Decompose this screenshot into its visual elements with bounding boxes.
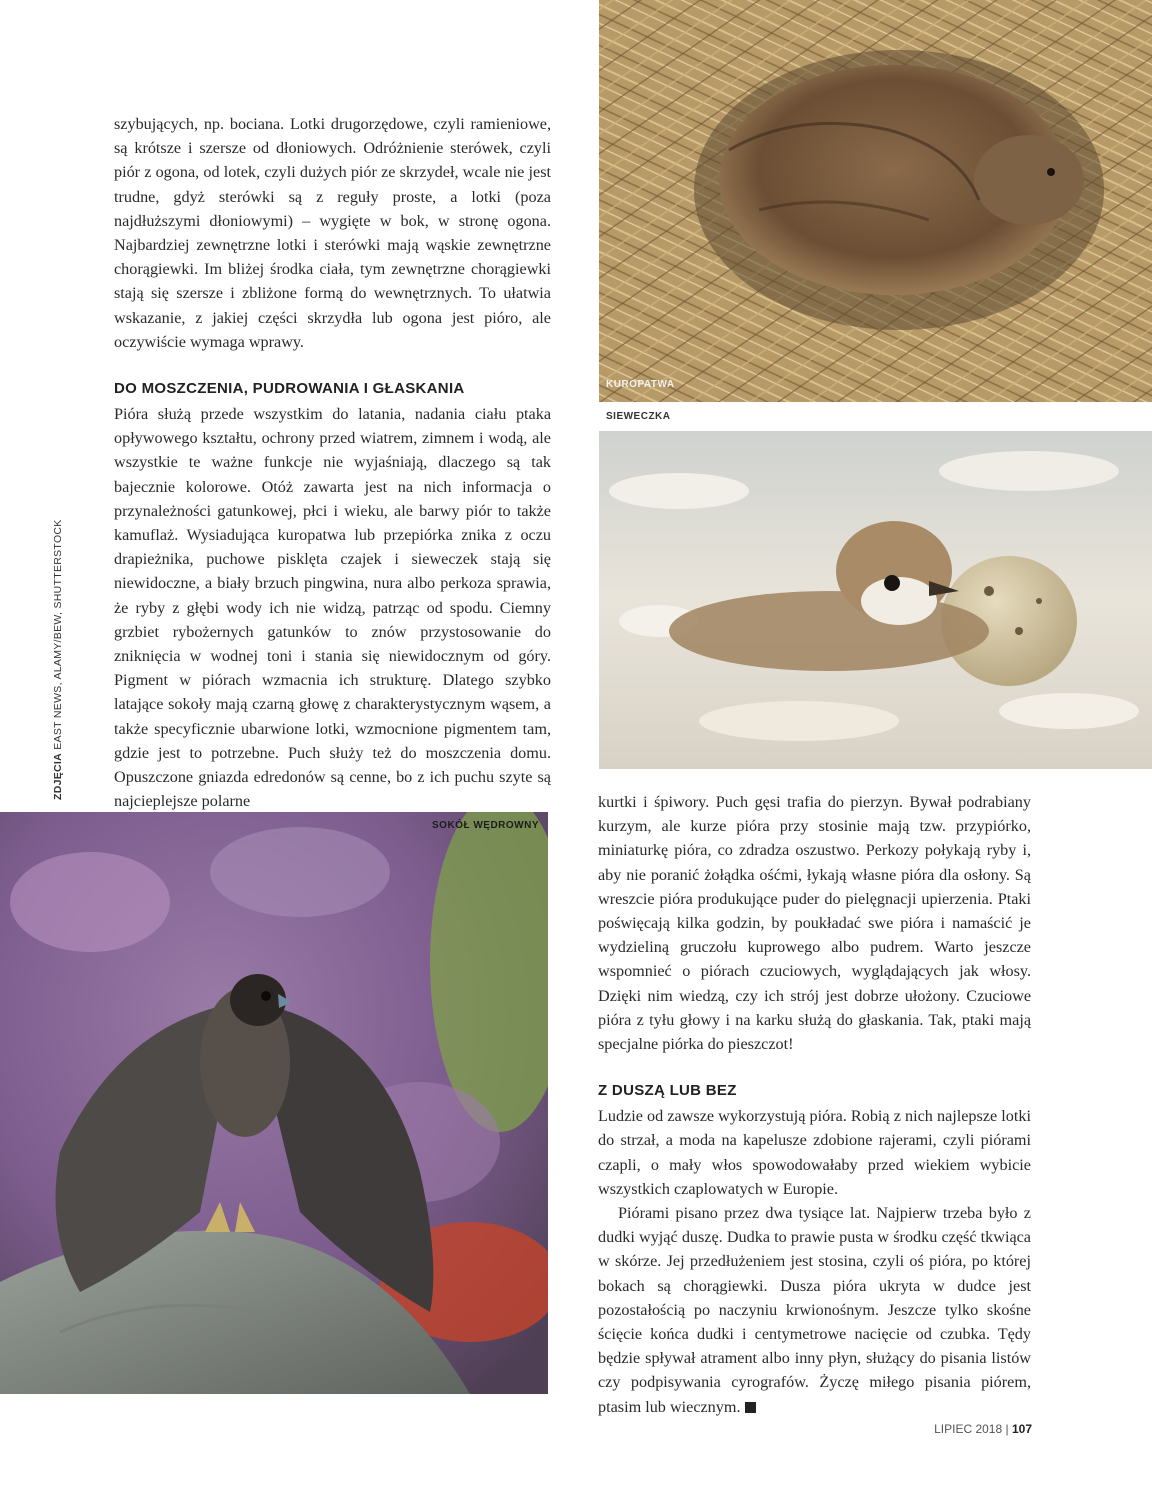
issue-date: LIPIEC 2018 — [934, 1422, 1003, 1436]
folio-separator: | — [1005, 1422, 1009, 1436]
falcon-image — [0, 812, 548, 1394]
caption-plover: SIEWECZKA — [606, 411, 671, 422]
photo-credit-sources: EAST NEWS, ALAMY/BEW, SHUTTERSTOCK — [52, 519, 64, 750]
paragraph: Pióra służą przede wszystkim do latania, nadania ciału ptaka opływowego kształtu, ochrony przed wiatrem, zimnem i wodą, ale wszystkie te ważne funkcje nie wyjaśniają, dlaczego są tak bajecznie kolorowe. Otóż zawarta jest na nich informacja o przynależności gatunkowej, płci i wieku, ale barwy piór to także kamuflaż. Wysiadująca kuropatwa lub przepiórka znika z oczu drapieżnika, puchowe pisklęta czajek i sieweczek stają się niewidoczne, a biały brzuch pingwina, nura albo perkoza sprawia, że ryby z głębi wody ich nie widzą, patrząc od spodu. Ciemny grzbiet rybożernych gatunków to znów przystosowanie do zniknięcia w wodnej toni i stania się niewidocznym od góry. Pigment w piórach wzmacnia ich strukturę. Dlatego szybko latające sokoły mają czarną głowę z charakterystycznym wąsem, a także specyficznie ubarwione lotki, wzmocnione pigmentem tam, gdzie jest to potrzebne. Puch służy też do moszczenia domu. Opuszczone gniazda edredonów są cenne, bo z ich puchu szyte są najcieplejsze polarne — [114, 405, 551, 811]
page-number: 107 — [1011, 1422, 1032, 1436]
caption-partridge: KUROPATWA — [606, 379, 675, 390]
article-column-right — [598, 790, 1031, 1419]
photo-falcon — [0, 812, 548, 1394]
paragraph — [598, 1201, 1031, 1419]
paragraph: szybujących, np. bociana. Lotki drugorzędowe, czyli ramieniowe, są krótsze i szersze od dłoniowych. Odróżnienie sterówek, czyli piór z ogona, od lotek, czyli dużych piór ze skrzydeł, wcale nie jest trudne, gdyż sterówki są z reguły proste, a lotki (poza najdłuższymi dłoniowymi) – wygięte w bok, w stronę ogona. Najbardziej zewnętrzne lotki i sterówki mają wąskie zewnętrzne chorągiewki. Im bliżej środka ciała, tym zewnętrzne chorągiewki stają się szersze i zbliżone formą do wewnętrznych. To ułatwia wskazanie, z jakiej części skrzydła lub ogona jest pióro, ale oczywiście wymaga wprawy. — [114, 115, 551, 351]
plover-image — [599, 431, 1152, 769]
photo-partridge — [599, 0, 1152, 402]
end-mark-icon — [745, 1402, 756, 1413]
paragraph: Ludzie od zawsze wykorzystują pióra. Robią z nich najlepsze lotki do strzał, a moda na kapelusze zdobione rajerami, czyli piórami czapli, o mały włos spowodowałaby przed wiekiem wybicie wszystkich czaplowatych w Europie. — [598, 1107, 1031, 1198]
partridge-image — [599, 0, 1152, 402]
paragraph: kurtki i śpiwory. Puch gęsi trafia do pierzyn. Bywał podrabiany kurzym, ale kurze pióra przy stosinie mają tzw. przypiórko, miniaturkę pióra, co zdradza oszustwo. Perkozy połykają ryby i, aby nie poranić żołądka ośćmi, łykają własne pióra dla osłony. Są wreszcie pióra produkujące puder do pielęgnacji upierzenia. Ptaki poświęcają kilka godzin, by poukładać swe pióra i namaścić je wydzieliną gruczołu kuprowego albo pudrem. Warto jeszcze wspomnieć o piórach czuciowych, wyglądających jak włosy. Dzięki nim wiedzą, czy ich strój jest dobrze ułożony. Czuciowe pióra z tyłu głowy i na karku służą do głaskania. Tak, ptaki mają specjalne piórka do pieszczot! — [598, 793, 1031, 1054]
caption-falcon: SOKÓŁ WĘDROWNY — [432, 820, 539, 831]
photo-credit — [52, 500, 66, 800]
photo-plover — [599, 431, 1152, 769]
page-folio — [934, 1422, 1032, 1436]
article-column-left — [114, 112, 551, 813]
paragraph-text: Piórami pisano przez dwa tysiące lat. Najpierw trzeba było z dudki wyjąć duszę. Dudka to prawie pusta w środku część tkwiąca w skórze. Jej przedłużeniem jest stosina, czyli oś pióra, po której bokach są chorągiewki. Dusza pióra ukryta w dudce jest pozostałością po naczyniu krwionośnym. Jeszcze tylko skośne ścięcie końca dudki i centymetrowe nacięcie od czubka. Tędy będzie spływał atrament albo inny płyn, służący do pisania listów czy podpisywania cyrografów. Życzę miłego pisania piórem, ptasim lub wiecznym. — [598, 1204, 1031, 1416]
section-heading: DO MOSZCZENIA, PUDROWANIA I GŁASKANIA — [114, 380, 465, 398]
section-heading: Z DUSZĄ LUB BEZ — [598, 1082, 737, 1100]
photo-credit-label: ZDJĘCIA — [52, 752, 64, 800]
